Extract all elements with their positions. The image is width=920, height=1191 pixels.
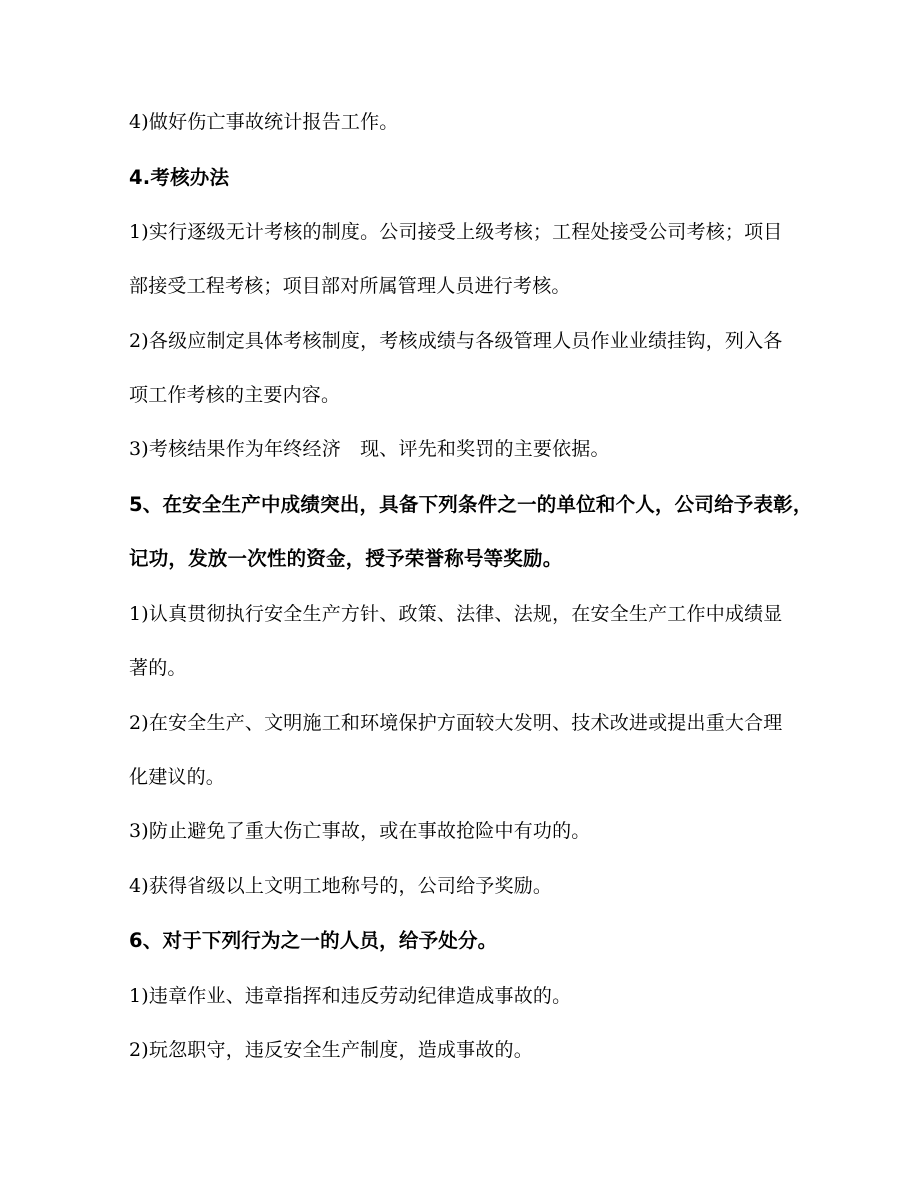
list-item: 1)认真贯彻执行安全生产方针、政策、法律、法规，在安全生产工作中成绩显 — [129, 603, 783, 625]
list-item-continuation: 部接受工程考核；项目部对所属管理人员进行考核。 — [129, 275, 571, 297]
section-heading: 4.考核办法 — [129, 166, 230, 189]
list-item: 2)玩忽职守，违反安全生产制度，造成事故的。 — [129, 1039, 533, 1061]
list-item-continuation: 项工作考核的主要内容。 — [129, 384, 341, 406]
list-item: 2)各级应制定具体考核制度，考核成绩与各级管理人员作业业绩挂钩，列入各 — [129, 330, 783, 352]
list-item: 2)在安全生产、文明施工和环境保护方面较大发明、技术改进或提出重大合理 — [129, 712, 783, 734]
section-heading: 6、对于下列行为之一的人员，给予处分。 — [129, 929, 498, 952]
list-item: 4)做好伤亡事故统计报告工作。 — [129, 111, 399, 133]
list-item-continuation: 化建议的。 — [129, 766, 226, 788]
list-item: 1)实行逐级无计考核的制度。公司接受上级考核；工程处接受公司考核；项目 — [129, 221, 783, 243]
list-item: 4)获得省级以上文明工地称号的，公司给予奖励。 — [129, 875, 553, 897]
list-item: 1)违章作业、违章指挥和违反劳动纪律造成事故的。 — [129, 985, 572, 1007]
list-item: 3)考核结果作为年终经济 现、评先和奖罚的主要依据。 — [129, 438, 610, 460]
section-heading-continuation: 记功，发放一次性的资金，授予荣誉称号等奖励。 — [129, 547, 563, 570]
list-item: 3)防止避免了重大伤亡事故，或在事故抢险中有功的。 — [129, 820, 591, 842]
list-item-continuation: 著的。 — [129, 657, 187, 679]
section-heading: 5、在安全生产中成绩突出，具备下列条件之一的单位和个人，公司给予表彰， — [129, 493, 813, 516]
